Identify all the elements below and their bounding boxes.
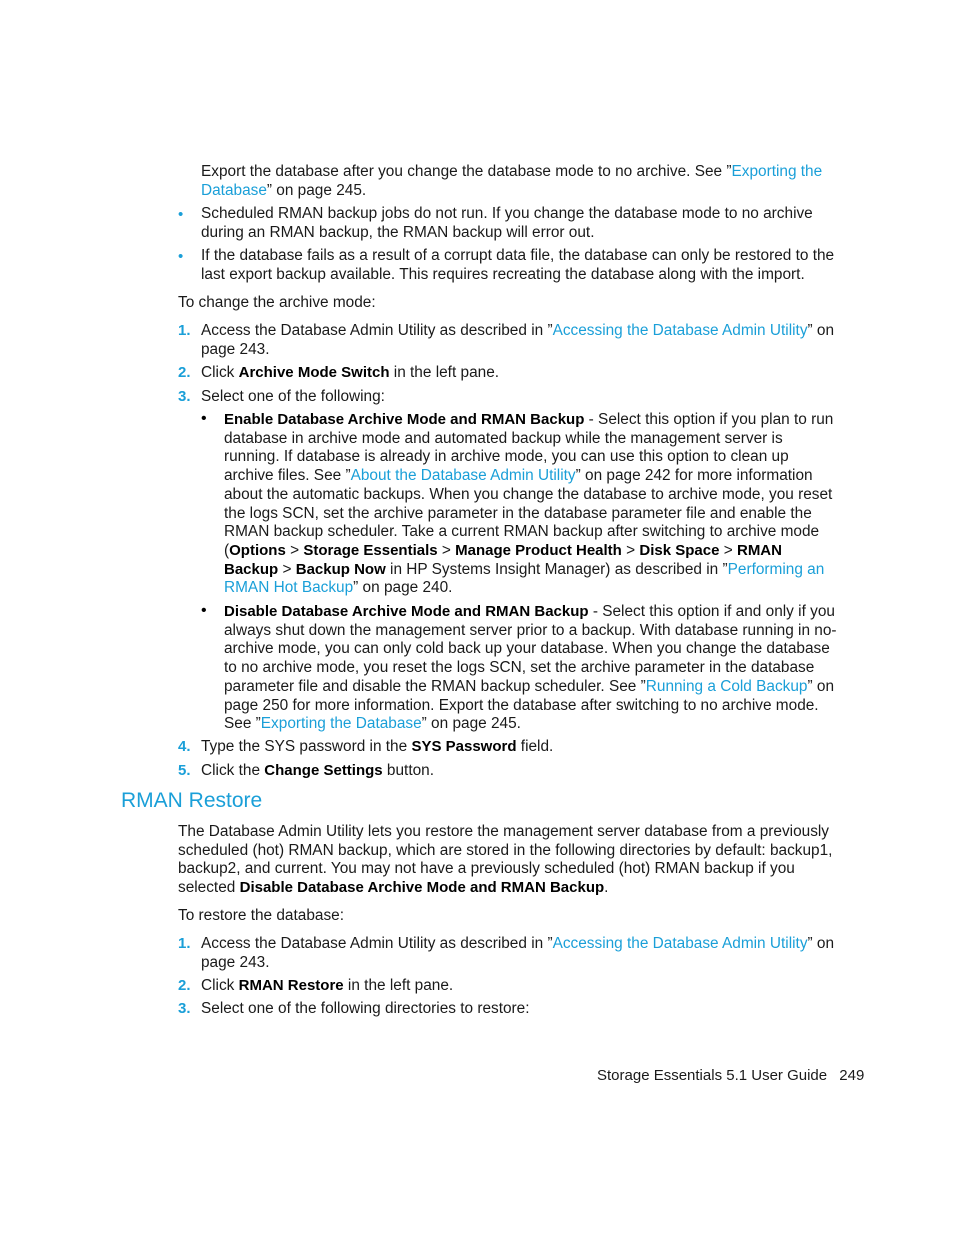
footer-page-number: 249	[839, 1067, 865, 1084]
step-number: 2.	[178, 364, 191, 381]
footer-guide-title: Storage Essentials 5.1 User Guide	[597, 1067, 828, 1084]
restore-step-2: Click RMAN Restore in the left pane.	[201, 977, 454, 994]
change-intro: To change the archive mode:	[178, 294, 376, 311]
bullet-marker: •	[178, 206, 184, 223]
link-accessing-admin-utility-2[interactable]: Accessing the Database Admin Utility	[552, 935, 808, 952]
step-1: Access the Database Admin Utility as described in ”Accessing the Database Admin Utility” on page 243.	[201, 322, 835, 358]
page-footer	[597, 1067, 864, 1086]
link-exporting-the-database-2[interactable]: Exporting the Database	[260, 715, 422, 733]
restore-step-1: Access the Database Admin Utility as described in ”Accessing the Database Admin Utility” on page 243.	[201, 935, 835, 971]
bullet-item: Scheduled RMAN backup jobs do not run. If you change the database mode to no archive during an RMAN backup, the RMAN backup will error out.	[201, 205, 813, 241]
option-enable-archive: Enable Database Archive Mode and RMAN Backup - Select this option if you plan to run database in archive mode and automated backup while the management server is running. If database is already in archive mode, you can use this option to clean up archive files. See ”About the Database Admin Utility” on page 242 for more information about the automatic backups. When you change the database to archive mode, you reset the logs SCN, set the archive parameter in the database parameter file and enable the RMAN backup scheduler. Take a current RMAN backup after switching to archive mode (Options > Storage Essentials > Manage Product Health > Disk Space > RMAN Backup > Backup Now in HP Systems Insight Manager) as described in ”Performing an RMAN Hot Backup” on page 240.	[224, 411, 834, 597]
sub-bullet-marker: •	[201, 602, 207, 619]
step-4: Type the SYS password in the SYS Password field.	[201, 738, 554, 755]
step-3: Select one of the following:	[201, 388, 385, 405]
link-accessing-admin-utility[interactable]: Accessing the Database Admin Utility	[552, 322, 808, 339]
link-running-cold-backup[interactable]: Running a Cold Backup	[645, 677, 808, 695]
step-number: 2.	[178, 977, 191, 994]
intro-paragraph: Export the database after you change the database mode to no archive. See ”Exporting the Database” on page 245.	[201, 163, 823, 199]
step-2: Click Archive Mode Switch in the left pane.	[201, 364, 500, 381]
step-number: 1.	[178, 935, 191, 952]
option-disable-archive: Disable Database Archive Mode and RMAN Backup - Select this option if and only if you always shut down the management server prior to a backup. With database running in no-archive mode, you can only cold back up your database. When you change the database to no archive mode, you reset the logs SCN, set the archive parameter in the database parameter file and disable the RMAN backup scheduler. See ”Running a Cold Backup” on page 250 for more information. Export the database after switching to no archive mode. See ”Exporting the Database” on page 245.	[224, 603, 837, 733]
sub-bullet-marker: •	[201, 410, 207, 427]
step-5: Click the Change Settings button.	[201, 762, 434, 779]
link-performing-rman-hot-backup[interactable]: Performing an RMAN Hot Backup	[224, 560, 825, 597]
step-number: 3.	[178, 388, 191, 405]
step-number: 5.	[178, 762, 191, 779]
bullet-marker: •	[178, 248, 184, 265]
step-number: 3.	[178, 1000, 191, 1017]
section-title: RMAN Restore	[121, 789, 263, 812]
section-paragraph: The Database Admin Utility lets you restore the management server database from a previously scheduled (hot) RMAN backup, which are stored in the following directories by default: backup1, backup2, and current. You may not have a previously scheduled (hot) RMAN backup if you selected Disable Database Archive Mode and RMAN Backup.	[178, 823, 833, 897]
restore-step-3: Select one of the following directories to restore:	[201, 1000, 530, 1017]
restore-intro: To restore the database:	[178, 907, 344, 924]
step-number: 1.	[178, 322, 191, 339]
link-exporting-the-database[interactable]: Exporting the Database	[201, 163, 823, 199]
step-number: 4.	[178, 738, 191, 755]
bullet-item: If the database fails as a result of a corrupt data file, the database can only be restored to the last export backup available. This requires recreating the database along with the import.	[201, 247, 835, 283]
link-about-admin-utility[interactable]: About the Database Admin Utility	[350, 467, 576, 485]
